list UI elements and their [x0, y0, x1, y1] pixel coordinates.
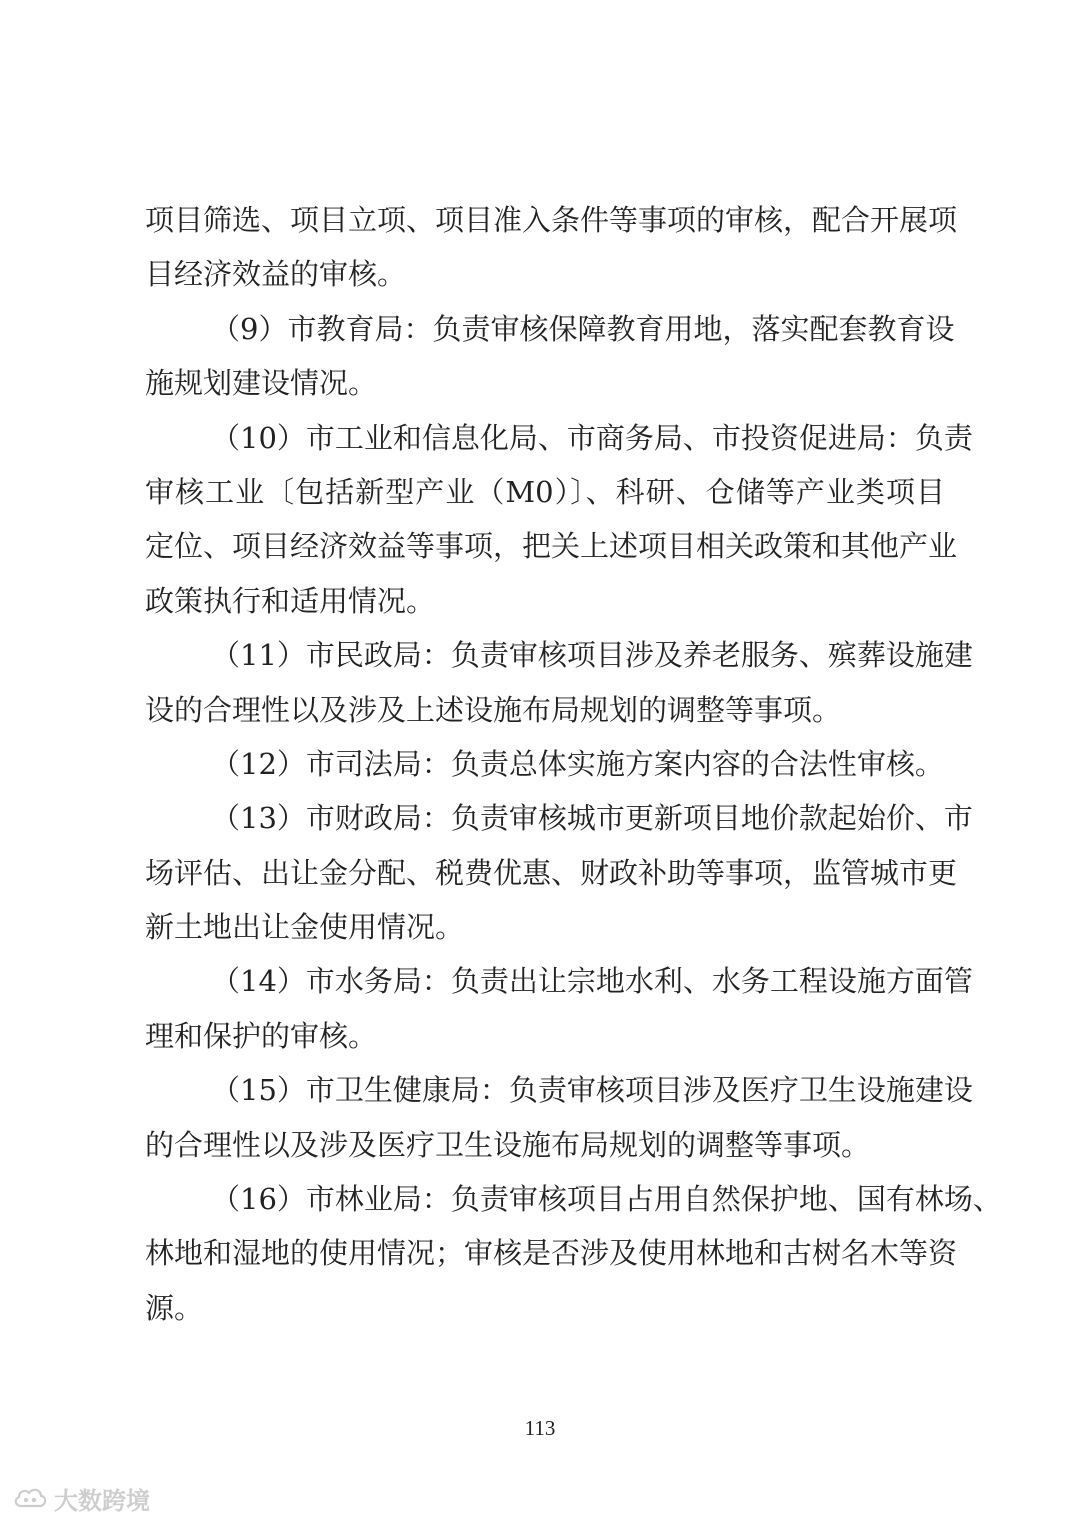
text-line: 政策执行和适用情况。	[145, 583, 436, 618]
text-line: 定位、项目经济效益等事项，把关上述项目相关政策和其他产业	[145, 529, 958, 564]
body-text	[145, 193, 1002, 1335]
text-line: 设的合理性以及涉及上述设施布局规划的调整等事项。	[145, 692, 842, 727]
paragraph-item-15: （15）市卫生健康局：负责审核项目涉及医疗卫生设施建设	[211, 1073, 973, 1108]
paragraph-item-10: （10）市工业和信息化局、市商务局、市投资促进局：负责	[211, 420, 973, 455]
text-line: 理和保护的审核。	[145, 1018, 378, 1053]
text-line: 目经济效益的审核。	[145, 257, 407, 292]
paragraph-item-11: （11）市民政局：负责审核项目涉及养老服务、殡葬设施建	[211, 638, 973, 673]
text-line: 场评估、出让金分配、税费优惠、财政补助等事项，监管城市更	[145, 855, 958, 890]
text-line: 审核工业〔包括新型产业（M0）〕、科研、仓储等产业类项目	[145, 474, 945, 509]
watermark	[12, 1480, 150, 1516]
text-line: 的合理性以及涉及医疗卫生设施布局规划的调整等事项。	[145, 1127, 871, 1162]
text-line: 施规划建设情况。	[145, 366, 378, 401]
paragraph-item-13: （13）市财政局：负责审核城市更新项目地价款起始价、市	[211, 801, 973, 836]
cloud-logo-icon	[12, 1484, 48, 1512]
text-line: 项目筛选、项目立项、项目准入条件等事项的审核，配合开展项	[145, 203, 958, 237]
text-line: 新土地出让金使用情况。	[145, 910, 465, 945]
paragraph-item-9: （9）市教育局：负责审核保障教育用地，落实配套教育设	[211, 311, 955, 346]
text-line: 源。	[145, 1290, 204, 1325]
paragraph-item-12: （12）市司法局：负责总体实施方案内容的合法性审核。	[211, 746, 944, 781]
paragraph-item-14: （14）市水务局：负责出让宗地水利、水务工程设施方面管	[211, 964, 973, 999]
paragraph-item-16: （16）市林业局：负责审核项目占用自然保护地、国有林场、	[211, 1182, 1002, 1217]
watermark-text: 大数跨境	[54, 1486, 150, 1515]
text-line: 林地和湿地的使用情况；审核是否涉及使用林地和古树名木等资	[145, 1236, 958, 1271]
page-number: 113	[524, 1416, 556, 1440]
